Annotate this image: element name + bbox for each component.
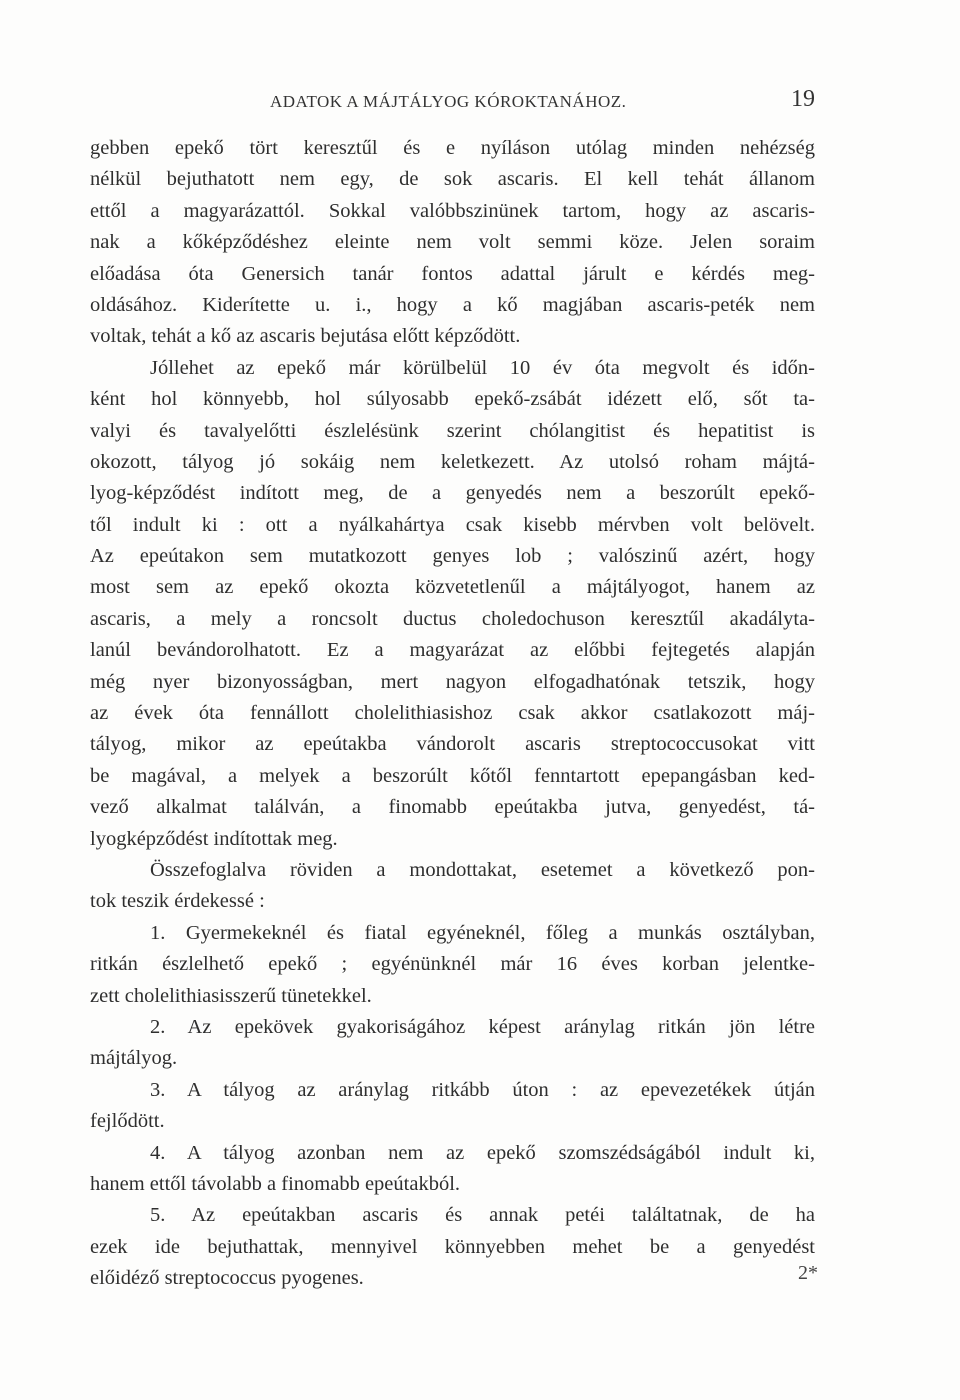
text-line: ascaris, a mely a roncsolt ductus choledochuson keresztűl akadályta- bbox=[90, 607, 815, 630]
text-line: voltak, tehát a kő az ascaris bejutása előtt képződött. bbox=[90, 325, 521, 348]
text-line: előadása óta Genersich tanár fontos adattal járult e kérdés meg- bbox=[90, 262, 815, 285]
text-line: gebben epekő tört keresztűl és e nyíláson utólag minden nehézség bbox=[90, 137, 815, 159]
text-line: okozott, tályog jó sokáig nem keletkezett. Az utolsó roham májtá- bbox=[90, 450, 815, 473]
text-line: tok teszik érdekessé : bbox=[90, 890, 265, 913]
text-line: lyog-képződést indított meg, de a genyedés nem a beszorúlt epekő- bbox=[90, 482, 815, 505]
text-line: lanúl bevándorolhatott. Ez a magyarázat az előbbi fejtegetés alapján bbox=[90, 639, 815, 662]
text-line: ettől a magyarázattól. Sokkal valóbbszinünek tartom, hogy az ascaris- bbox=[90, 199, 815, 222]
page-header bbox=[90, 86, 815, 116]
text-line: ként hol könnyebb, hol súlyosabb epekő-zsábát idézett elő, sőt ta- bbox=[90, 388, 815, 411]
text-line: vező alkalmat találván, a finomabb epeútakba jutva, genyedést, tá- bbox=[90, 796, 815, 819]
text-line: tályog, mikor az epeútakba vándorolt ascaris streptococcusokat vitt bbox=[90, 733, 815, 756]
text-line: most sem az epekő okozta közvetetlenűl a májtályogot, hanem az bbox=[90, 576, 815, 599]
text-line: fejlődött. bbox=[90, 1110, 165, 1133]
text-line: 5. Az epeútakban ascaris és annak petéi találtatnak, de ha bbox=[150, 1204, 815, 1227]
text-line: zett cholelithiasisszerű tünetekkel. bbox=[90, 984, 372, 1007]
text-line: oldásához. Kiderítette u. i., hogy a kő magjában ascaris-peték nem bbox=[90, 293, 815, 316]
text-line: 2. Az epekövek gyakoriságához képest aránylag ritkán jön létre bbox=[150, 1015, 815, 1038]
text-line: hanem ettől távolabb a finomabb epeútakból. bbox=[90, 1172, 461, 1195]
text-line: Az epeútakon sem mutatkozott genyes lob ; valószinű azért, hogy bbox=[90, 545, 815, 568]
text-line: be magával, a melyek a beszorúlt kőtől fenntartott epepangásban ked- bbox=[90, 764, 815, 787]
page-number: 19 bbox=[791, 86, 815, 112]
text-line: Jóllehet az epekő már körülbelül 10 év óta megvolt és időn- bbox=[150, 356, 815, 379]
text-line: nélkül bejuthatott nem egy, de sok ascaris. El kell tehát állanom bbox=[90, 168, 815, 191]
body-text bbox=[90, 133, 815, 1294]
text-line: 3. A tályog az aránylag ritkább úton : az epevezetékek útján bbox=[150, 1078, 815, 1101]
text-line: ritkán észlelhető epekő ; egyénünknél már 16 éves korban jelentke- bbox=[90, 953, 815, 976]
text-line: lyogképződést indítottak meg. bbox=[90, 827, 338, 850]
text-line: 4. A tályog azonban nem az epekő szomszédságából indult ki, bbox=[150, 1141, 815, 1164]
running-head: ADATOK A MÁJTÁLYOG KÓROKTANÁHOZ. bbox=[270, 92, 627, 111]
text-line: 1. Gyermekeknél és fiatal egyéneknél, főleg a munkás osztályban, bbox=[150, 921, 815, 944]
text-line: től indult ki : ott a nyálkahártya csak kisebb mérvben volt belövelt. bbox=[90, 513, 815, 536]
text-line: még nyer bizonyosságban, mert nagyon elfogadhatónak tetszik, hogy bbox=[90, 670, 815, 693]
text-line: májtályog. bbox=[90, 1047, 178, 1070]
text-line: nak a kőképződéshez eleinte nem volt semmi köze. Jelen soraim bbox=[90, 231, 815, 254]
text-line: az évek óta fennállott cholelithiasishoz csak akkor csatlakozott máj- bbox=[90, 702, 815, 725]
signature-mark: 2* bbox=[798, 1262, 818, 1284]
text-line: valyi és tavalyelőtti észlelésünk szerint chólangitist és hepatitist is bbox=[90, 419, 815, 442]
text-line: előidéző streptococcus pyogenes. bbox=[90, 1267, 364, 1290]
text-line: Összefoglalva röviden a mondottakat, esetemet a következő pon- bbox=[150, 858, 815, 881]
text-line: ezek ide bejuthattak, mennyivel könnyebben mehet be a genyedést bbox=[90, 1235, 815, 1258]
